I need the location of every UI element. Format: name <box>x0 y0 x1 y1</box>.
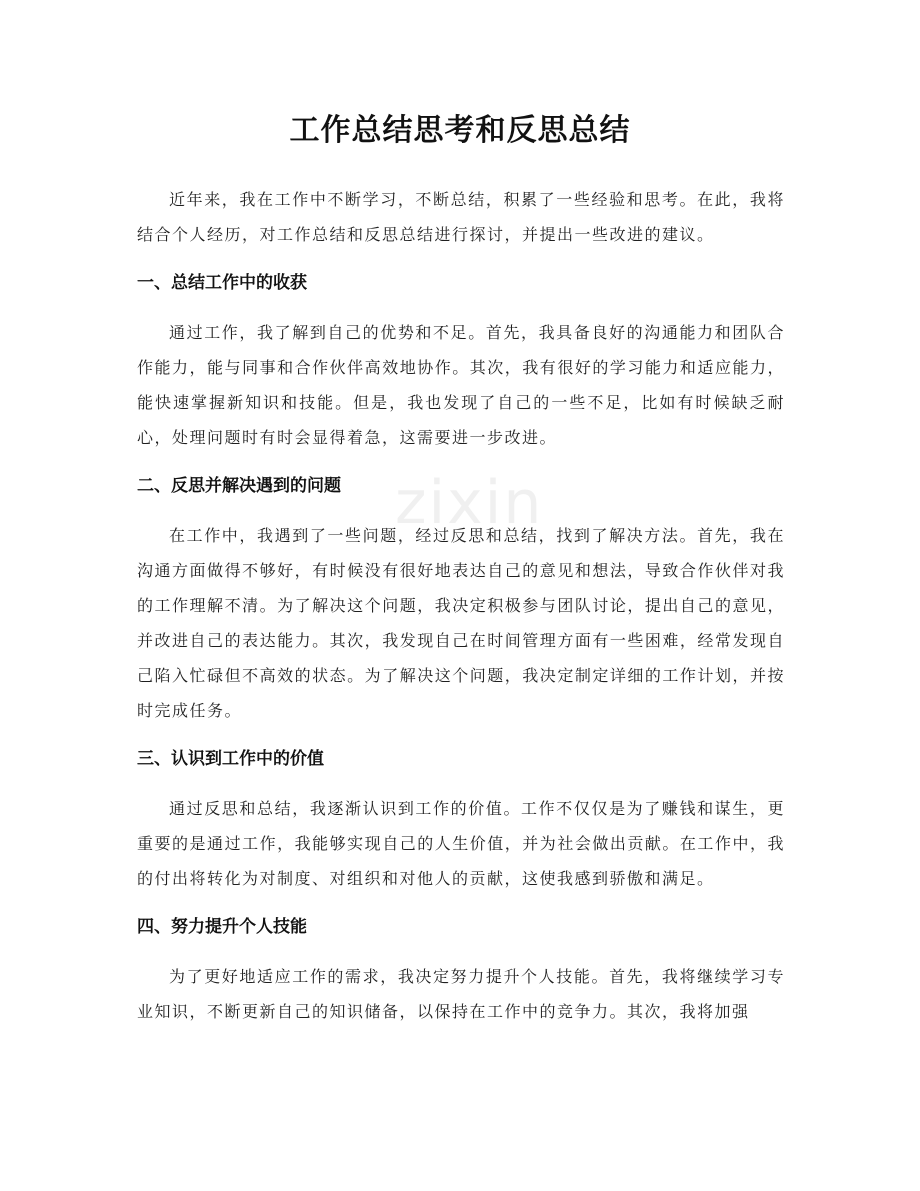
section-3-heading: 三、认识到工作中的价值 <box>137 749 324 769</box>
section-4-heading: 四、努力提升个人技能 <box>137 917 307 937</box>
section-4-paragraph: 为了更好地适应工作的需求，我决定努力提升个人技能。首先，我将继续学习专业知识，不断更新自己的知识储备，以保持在工作中的竞争力。其次，我将加强 <box>137 967 785 1021</box>
section-2-heading: 二、反思并解决遇到的问题 <box>137 476 341 496</box>
document-title: 工作总结思考和反思总结 <box>289 113 631 148</box>
watermark: zixin <box>395 468 544 538</box>
section-1-paragraph: 通过工作，我了解到自己的优势和不足。首先，我具备良好的沟通能力和团队合作能力，能与同事和合作伙伴高效地协作。其次，我有很好的学习能力和适应能力，能快速掌握新知识和技能。但是，我也发现了自己的一些不足，比如有时候缺乏耐心，处理问题时有时会显得着急，这需要进一步改进。 <box>137 323 785 447</box>
document-body <box>137 182 785 1029</box>
section-2-paragraph: 在工作中，我遇到了一些问题，经过反思和总结，找到了解决方法。首先，我在沟通方面做得不够好，有时候没有很好地表达自己的意见和想法，导致合作伙伴对我的工作理解不清。为了解决这个问题，我决定积极参与团队讨论，提出自己的意见，并改进自己的表达能力。其次，我发现自己在时间管理方面有一些困难，经常发现自己陷入忙碌但不高效的状态。为了解决这个问题，我决定制定详细的工作计划，并按时完成任务。 <box>137 526 785 720</box>
intro-paragraph: 近年来，我在工作中不断学习，不断总结，积累了一些经验和思考。在此，我将结合个人经历，对工作总结和反思总结进行探讨，并提出一些改进的建议。 <box>137 190 785 244</box>
section-1-heading: 一、总结工作中的收获 <box>137 273 307 293</box>
section-3-paragraph: 通过反思和总结，我逐渐认识到工作的价值。工作不仅仅是为了赚钱和谋生，更重要的是通过工作，我能够实现自己的人生价值，并为社会做出贡献。在工作中，我的付出将转化为对制度、对组织和对他人的贡献，这使我感到骄傲和满足。 <box>137 799 785 888</box>
